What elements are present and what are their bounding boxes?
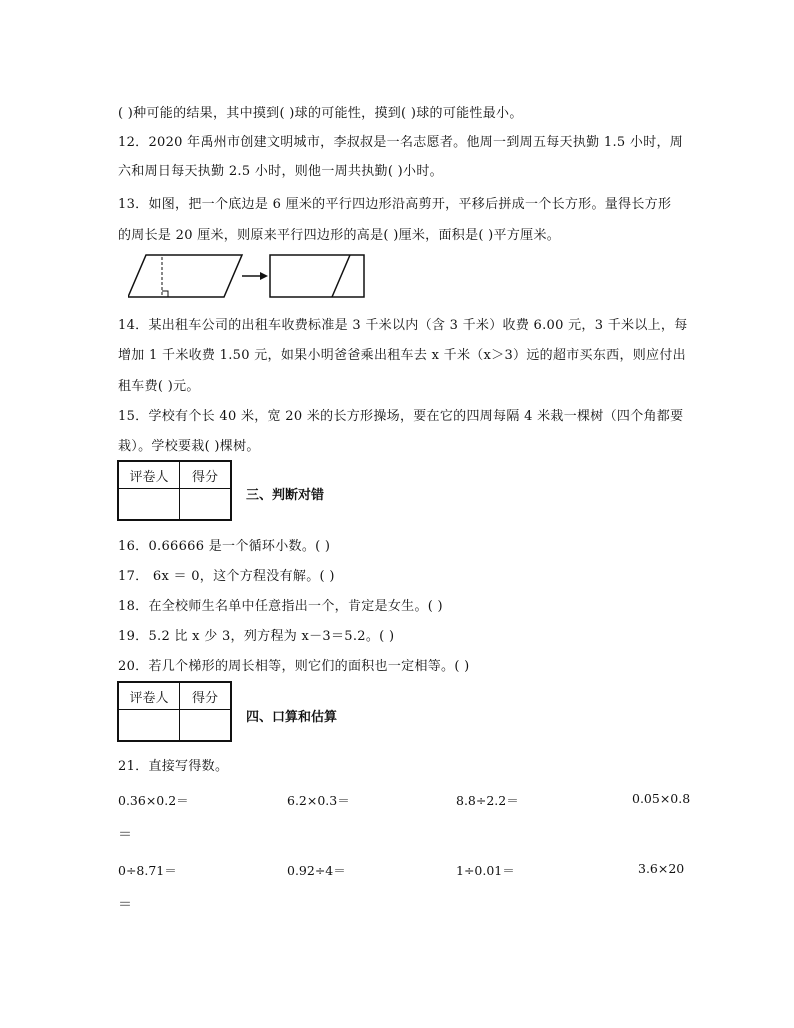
- calc-item: 0.92÷4＝: [287, 863, 346, 878]
- equals-sign: ＝: [118, 827, 132, 843]
- calc-item: 0÷8.71＝: [118, 863, 177, 878]
- calc-item: 6.2×0.3＝: [287, 793, 350, 808]
- grader-header: 评卷人: [118, 461, 180, 489]
- calc-item: 1÷0.01＝: [456, 863, 515, 878]
- question-12-line1: 12．2020 年禹州市创建文明城市，李叔叔是一名志愿者。他周一到周五每天执勤 1.5 小时，周: [118, 135, 684, 150]
- score-cell[interactable]: [180, 489, 232, 521]
- score-cell[interactable]: [180, 710, 232, 742]
- grader-header: 评卷人: [118, 682, 180, 710]
- right-angle-mark: [162, 291, 168, 297]
- question-14-line3: 租车费( )元。: [118, 379, 200, 394]
- question-20: 20．若几个梯形的周长相等，则它们的面积也一定相等。( ): [118, 659, 470, 674]
- question-15-line2: 栽）。学校要栽( )棵树。: [118, 439, 260, 454]
- arrow-head: [260, 272, 268, 280]
- question-13-line1: 13．如图，把一个底边是 6 厘米的平行四边形沿高剪开，平移后拼成一个长方形。量得长方形: [118, 197, 672, 212]
- question-14-line2: 增加 1 千米收费 1.50 元，如果小明爸爸乘出租车去 x 千米（x＞3）远的超市买东西，则应付出: [118, 348, 686, 363]
- calc-item: 8.8÷2.2＝: [456, 793, 519, 808]
- parallelogram-to-rectangle-figure: [128, 253, 368, 299]
- equals-sign: ＝: [118, 897, 132, 913]
- section-title-judgement: 三、判断对错: [246, 488, 325, 503]
- line-q11-end: ( )种可能的结果，其中摸到( )球的可能性，摸到( )球的可能性最小。: [118, 106, 523, 121]
- question-21: 21．直接写得数。: [118, 759, 229, 774]
- calc-item: 0.05×0.8: [632, 791, 691, 806]
- question-14-line1: 14．某出租车公司的出租车收费标准是 3 千米以内（含 3 千米）收费 6.00 元，3 千米以上，每: [118, 318, 688, 333]
- parallelogram-shape: [128, 255, 242, 297]
- score-header: 得分: [180, 461, 232, 489]
- calc-item: 3.6×20: [638, 861, 685, 876]
- grader-cell[interactable]: [118, 710, 180, 742]
- question-13-line2: 的周长是 20 厘米，则原来平行四边形的高是( )厘米，面积是( )平方厘米。: [118, 228, 561, 243]
- question-19: 19．5.2 比 x 少 3，列方程为 x－3＝5.2。( ): [118, 629, 395, 644]
- section-title-mental-math: 四、口算和估算: [246, 710, 338, 725]
- score-table-section-4: [117, 681, 232, 742]
- question-16: 16．0.66666 是一个循环小数。( ): [118, 539, 331, 554]
- cut-line: [332, 255, 350, 297]
- rectangle-shape: [270, 255, 364, 297]
- question-15-line1: 15．学校有个长 40 米，宽 20 米的长方形操场，要在它的四周每隔 4 米栽一棵树（四个角都要: [118, 409, 684, 424]
- score-header: 得分: [180, 682, 232, 710]
- question-12-line2: 六和周日每天执勤 2.5 小时，则他一周共执勤( )小时。: [118, 164, 443, 179]
- question-17: 17． 6x ＝ 0，这个方程没有解。( ): [118, 569, 335, 584]
- grader-cell[interactable]: [118, 489, 180, 521]
- calc-item: 0.36×0.2＝: [118, 793, 189, 808]
- score-table-section-3: [117, 460, 232, 521]
- question-18: 18．在全校师生名单中任意指出一个，肯定是女生。( ): [118, 599, 443, 614]
